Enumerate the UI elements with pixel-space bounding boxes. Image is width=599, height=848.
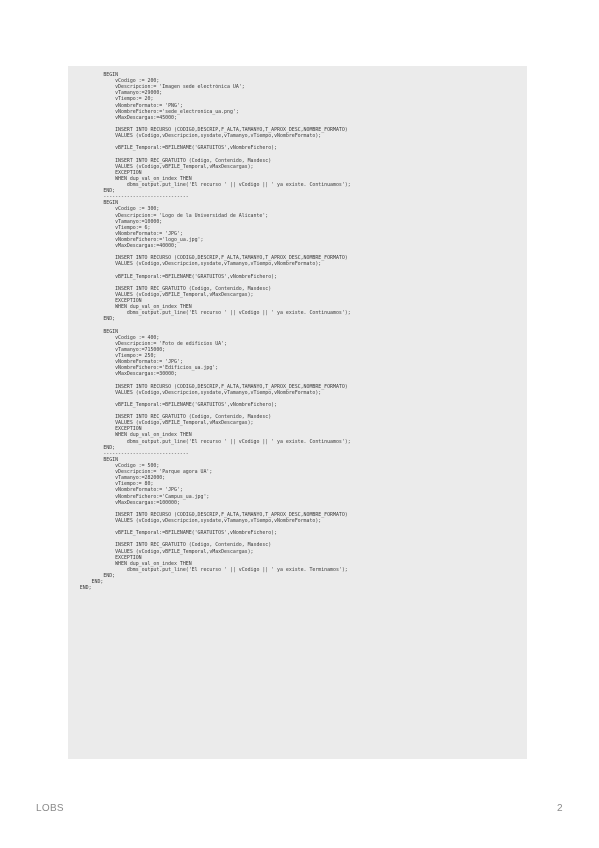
code-line: INSERT INTO RECURSO (CODIGO,DESCRIP,F_ALTA,TAMANYO,T_APROX_DESC,NOMBRE_FORMATO): [68, 126, 348, 133]
code-line: END;: [68, 579, 104, 586]
code-line: vMaxDescargas:=40000;: [68, 243, 177, 250]
code-line: vCodigo := 400;: [68, 334, 160, 341]
code-line: vNombreFormato:= 'PNG';: [68, 102, 183, 109]
code-line: -----------------------------: [68, 450, 189, 457]
code-line: vTiempo:= 6;: [68, 224, 151, 231]
code-line: VALUES (vCodigo,vBFILE_Temporal,vMaxDescargas);: [68, 548, 254, 555]
code-line: dbms_output.put_line('El recurso ' || vCodigo || ' ya existe. Continuamos');: [68, 181, 351, 188]
code-line: vTiempo:= 20;: [68, 96, 154, 103]
code-line: -----------------------------: [68, 194, 189, 201]
code-line: VALUES (vCodigo,vBFILE_Temporal,vMaxDescargas);: [68, 420, 254, 427]
code-line: vCodigo := 300;: [68, 206, 160, 213]
code-line: vMaxDescargas:=45000;: [68, 114, 177, 121]
code-line: END;: [68, 316, 116, 323]
code-line: vNombreFormato:= 'JPG';: [68, 487, 183, 494]
code-line: vDescripcion:= 'Imagen sede electrónica UA';: [68, 84, 245, 91]
code-line: dbms_output.put_line('El recurso ' || vCodigo || ' ya existe. Continuamos');: [68, 310, 351, 317]
code-line: vNombreFichero:='Edificios_ua.jpg';: [68, 365, 219, 372]
code-line: vCodigo := 200;: [68, 78, 160, 85]
code-line: vDescripcion:= 'Parque agora UA';: [68, 469, 213, 476]
code-line: WHEN dup_val_on_index THEN: [68, 560, 192, 567]
code-line: vDescripcion:= 'Logo de la Universidad de Alicante';: [68, 212, 269, 219]
footer-title: LOBS: [36, 803, 64, 814]
code-line: vMaxDescargas:=30000;: [68, 371, 177, 378]
code-line: vTamanyo:=282000;: [68, 475, 166, 482]
code-line: vBFILE_Temporal:=BFILENAME('GRATUITOS',vNombreFichero);: [68, 401, 278, 408]
code-line: END;: [68, 572, 116, 579]
code-line: END;: [68, 444, 116, 451]
code-line: INSERT INTO RECURSO (CODIGO,DESCRIP,F_ALTA,TAMANYO,T_APROX_DESC,NOMBRE_FORMATO): [68, 383, 348, 390]
code-line: INSERT INTO REC_GRATUITO (Codigo, Contenido, Maxdesc): [68, 542, 272, 549]
code-line: dbms_output.put_line('El recurso ' || vCodigo || ' ya existe. Continuamos');: [68, 438, 351, 445]
code-line: VALUES (vCodigo,vDescripcion,sysdate,vTamanyo,vTiempo,vNombreFormato);: [68, 389, 322, 396]
code-line: vNombreFichero:='sede_electronica_ua.png';: [68, 108, 239, 115]
code-line: vTiempo:= 250;: [68, 353, 157, 360]
code-line: WHEN dup_val_on_index THEN: [68, 304, 192, 311]
code-line: BEGIN: [68, 72, 119, 78]
code-line: INSERT INTO REC_GRATUITO (Codigo, Contenido, Maxdesc): [68, 285, 272, 292]
code-block: [68, 66, 527, 759]
code-line: END;: [68, 585, 92, 592]
code-line: INSERT INTO RECURSO (CODIGO,DESCRIP,F_ALTA,TAMANYO,T_APROX_DESC,NOMBRE_FORMATO): [68, 511, 348, 518]
code-line: EXCEPTION: [68, 426, 142, 433]
code-line: END;: [68, 188, 116, 195]
code-line: VALUES (vCodigo,vDescripcion,sysdate,vTamanyo,vTiempo,vNombreFormato);: [68, 261, 322, 268]
code-line: vNombreFormato:= 'JPG';: [68, 359, 183, 366]
code-line: vBFILE_Temporal:=BFILENAME('GRATUITOS',vNombreFichero);: [68, 273, 278, 280]
code-line: VALUES (vCodigo,vDescripcion,sysdate,vTamanyo,vTiempo,vNombreFormato);: [68, 517, 322, 524]
code-line: VALUES (vCodigo,vDescripcion,sysdate,vTamanyo,vTiempo,vNombreFormato);: [68, 133, 322, 140]
code-line: vTiempo:= 80;: [68, 481, 154, 488]
code-line: vCodigo := 500;: [68, 463, 160, 469]
code-line: INSERT INTO REC_GRATUITO (Codigo, Contenido, Maxdesc): [68, 157, 272, 164]
code-line: vTamanyo:=29000;: [68, 90, 163, 97]
code-line: dbms_output.put_line('El recurso ' || vCodigo || ' ya existe. Terminamos');: [68, 566, 348, 573]
code-line: vNombreFichero:='logo_ua.jpg';: [68, 236, 204, 243]
code-line: BEGIN: [68, 328, 119, 335]
code-line: BEGIN: [68, 456, 119, 463]
code-line: BEGIN: [68, 200, 119, 207]
code-lines: [68, 72, 527, 591]
code-line: vNombreFormato:= 'JPG';: [68, 230, 183, 237]
code-line: vBFILE_Temporal:=BFILENAME('GRATUITOS',vNombreFichero);: [68, 145, 278, 152]
code-line: vNombreFichero:='Campus_ua.jpg';: [68, 493, 210, 500]
code-line: INSERT INTO RECURSO (CODIGO,DESCRIP,F_ALTA,TAMANYO,T_APROX_DESC,NOMBRE_FORMATO): [68, 255, 348, 262]
code-line: vTamanyo:=10000;: [68, 218, 163, 225]
code-line: vBFILE_Temporal:=BFILENAME('GRATUITOS',vNombreFichero);: [68, 530, 278, 537]
page-number: 2: [557, 803, 563, 814]
code-line: EXCEPTION: [68, 298, 142, 305]
code-line: EXCEPTION: [68, 554, 142, 561]
code-line: vTamanyo:=715000;: [68, 346, 166, 353]
code-line: WHEN dup_val_on_index THEN: [68, 175, 192, 182]
code-line: VALUES (vCodigo,vBFILE_Temporal,vMaxDescargas);: [68, 163, 254, 170]
code-line: EXCEPTION: [68, 169, 142, 176]
code-line: VALUES (vCodigo,vBFILE_Temporal,vMaxDescargas);: [68, 291, 254, 298]
code-line: vMaxDescargas:=100000;: [68, 499, 180, 506]
code-line: WHEN dup_val_on_index THEN: [68, 432, 192, 439]
code-line: vDescripcion:= 'Foto de edificios UA';: [68, 340, 227, 347]
code-line: INSERT INTO REC_GRATUITO (Codigo, Contenido, Maxdesc): [68, 414, 272, 421]
